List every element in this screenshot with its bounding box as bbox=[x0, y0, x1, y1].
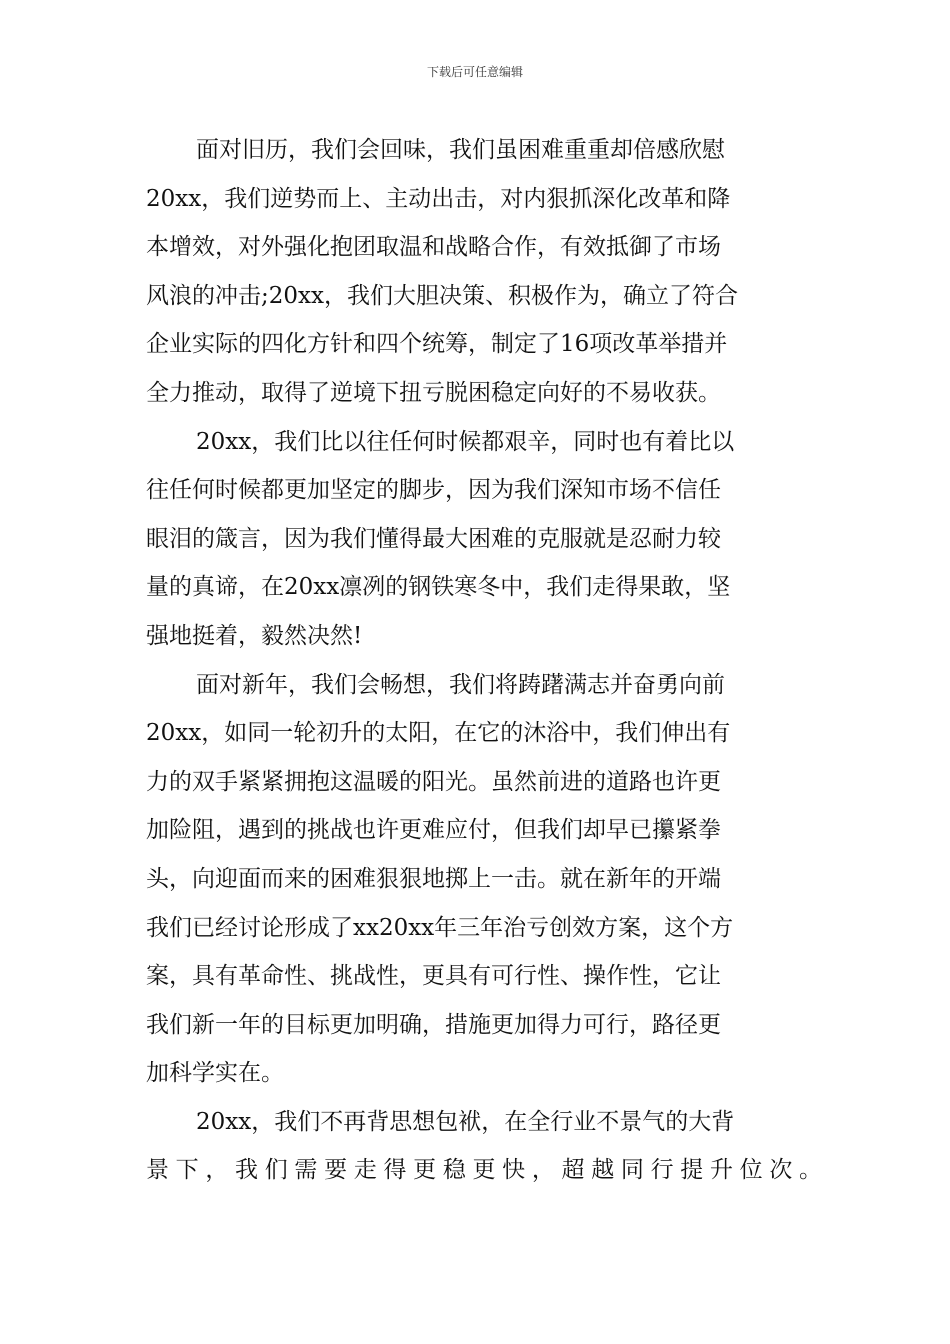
text-line: 案，具有革命性、挑战性，更具有可行性、操作性，它让 bbox=[146, 963, 721, 990]
text-line: 加险阻，遇到的挑战也许更难应付，但我们却早已攥紧拳 bbox=[146, 817, 721, 844]
text-line: 20xx，我们不再背思想包袱，在全行业不景气的大背 bbox=[196, 1108, 735, 1135]
text-line: 全力推动，取得了逆境下扭亏脱困稳定向好的不易收获。 bbox=[146, 379, 721, 406]
paragraph bbox=[146, 126, 814, 418]
text-line: 面对旧历，我们会回味，我们虽困难重重却倍感欣慰 bbox=[196, 137, 725, 163]
paragraph bbox=[146, 418, 814, 661]
text-line: 面对新年，我们会畅想，我们将踌躇满志并奋勇向前 bbox=[196, 671, 725, 698]
text-line: 强地挺着，毅然决然! bbox=[146, 622, 363, 649]
text-line: 头，向迎面而来的困难狠狠地掷上一击。就在新年的开端 bbox=[146, 865, 721, 892]
text-line: 往任何时候都更加坚定的脚步，因为我们深知市场不信任 bbox=[146, 477, 721, 504]
paragraph bbox=[146, 661, 814, 1098]
text-line: 力的双手紧紧拥抱这温暖的阳光。虽然前进的道路也许更 bbox=[146, 768, 721, 795]
text-line: 风浪的冲击;20xx，我们大胆决策、积极作为，确立了符合 bbox=[146, 282, 738, 309]
text-line: 景下，我们需要走得更稳更快，超越同行提升位次。 bbox=[146, 1157, 822, 1184]
page-header: 下载后可任意编辑 bbox=[426, 65, 523, 79]
text-line: 20xx，我们比以往任何时候都艰辛，同时也有着比以 bbox=[196, 428, 735, 455]
text-line: 我们新一年的目标更加明确，措施更加得力可行，路径更 bbox=[146, 1011, 721, 1038]
text-line: 加科学实在。 bbox=[146, 1060, 284, 1087]
text-line: 量的真谛，在20xx凛冽的钢铁寒冬中，我们走得果敢，坚 bbox=[146, 574, 731, 601]
text-line: 眼泪的箴言，因为我们懂得最大困难的克服就是忍耐力较 bbox=[146, 525, 721, 552]
text-line: 本增效，对外强化抱团取温和战略合作，有效抵御了市场 bbox=[146, 234, 721, 261]
text-line: 企业实际的四化方针和四个统筹，制定了16项改革举措并 bbox=[146, 331, 728, 358]
text-line: 20xx，我们逆势而上、主动出击，对内狠抓深化改革和降 bbox=[146, 185, 731, 212]
document-body bbox=[146, 126, 822, 1195]
text-line: 20xx，如同一轮初升的太阳，在它的沐浴中，我们伸出有 bbox=[146, 720, 731, 747]
paragraph bbox=[146, 1098, 822, 1195]
text-line: 我们已经讨论形成了xx20xx年三年治亏创效方案，这个方 bbox=[146, 914, 734, 941]
